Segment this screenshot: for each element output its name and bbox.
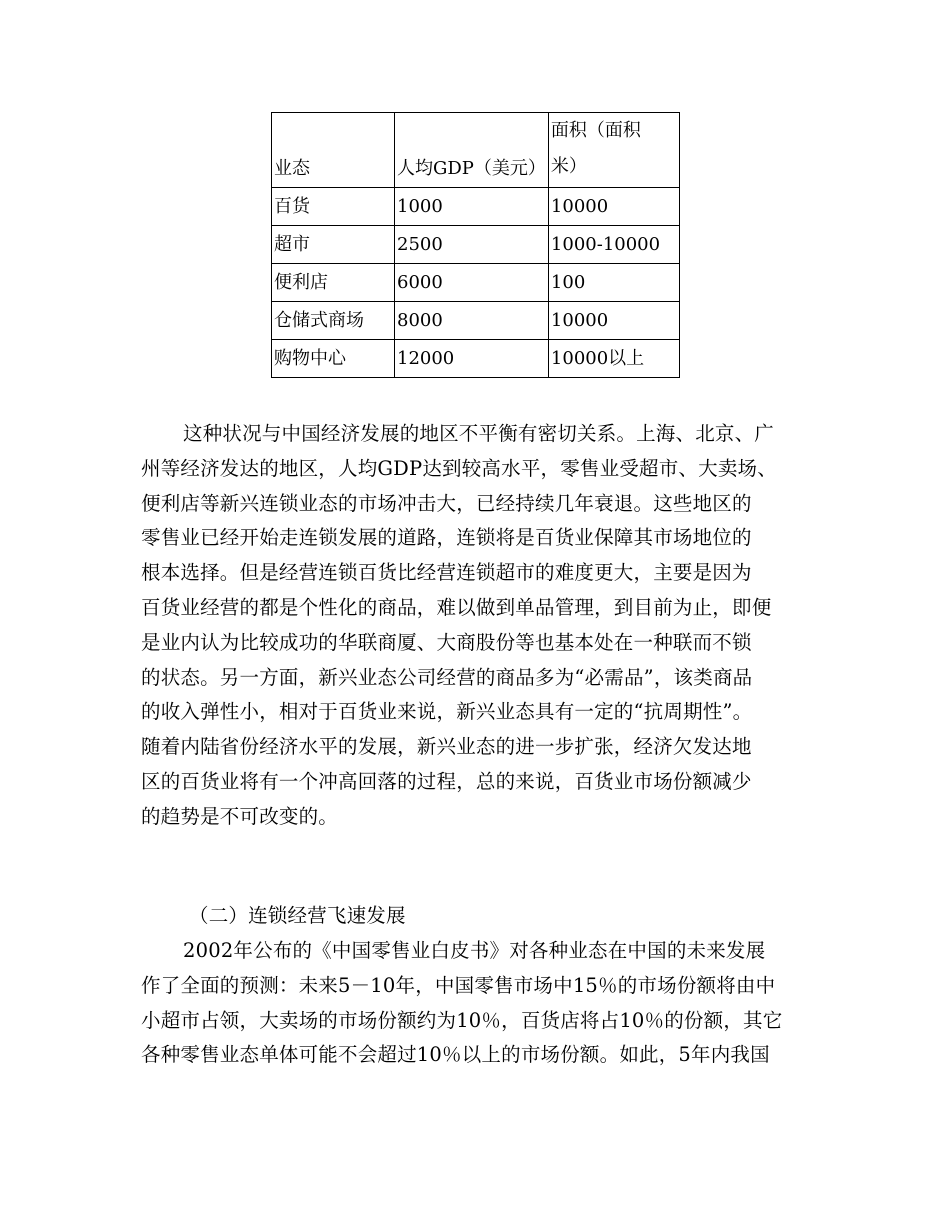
table-cell: 8000 [395, 302, 549, 340]
text-line: 各种零售业态单体可能不会超过10％以上的市场份额。如此，5年内我国 [141, 1043, 770, 1067]
text-line: 的收入弹性小，相对于百货业来说，新兴业态具有一定的“抗周期性”。 [141, 700, 753, 724]
table-cell: 购物中心 [272, 340, 395, 378]
text-line: 小超市占领，大卖场的市场份额约为10％，百货店将占10％的份额，其它 [141, 1008, 783, 1032]
table-header-cell [548, 113, 679, 188]
text-line: 区的百货业将有一个冲高回落的过程，总的来说，百货业市场份额减少 [141, 769, 752, 793]
text-line: 是业内认为比较成功的华联商厦、大商股份等也基本处在一种联而不锁 [141, 630, 752, 654]
text-line: 随着内陆省份经济水平的发展，新兴业态的进一步扩张，经济欠发达地 [141, 735, 752, 759]
table-header-row [272, 113, 680, 188]
table-cell: 1000 [395, 188, 549, 226]
table-cell: 6000 [395, 264, 549, 302]
table-cell: 百货 [272, 188, 395, 226]
table-header-cell: 人均GDP（美元） [395, 113, 549, 188]
table-cell: 便利店 [272, 264, 395, 302]
table-row [272, 302, 680, 340]
text-line: 2002年公布的《中国零售业白皮书》对各种业态在中国的未来发展 [183, 939, 766, 962]
table-row [272, 188, 680, 226]
body-paragraph-2 [141, 934, 816, 1073]
table-cell: 100 [548, 264, 679, 302]
section-heading [141, 899, 816, 934]
text-line: 便利店等新兴连锁业态的市场冲击大，已经持续几年衰退。这些地区的 [141, 491, 752, 515]
table-row [272, 340, 680, 378]
table-cell: 超市 [272, 226, 395, 264]
text-line: 的趋势是不可改变的。 [141, 804, 339, 828]
body-paragraph-1 [141, 417, 816, 835]
text-line: 零售业已经开始走连锁发展的道路，连锁将是百货业保障其市场地位的 [141, 526, 752, 550]
text-line: 这种状况与中国经济发展的地区不平衡有密切关系。上海、北京、广 [183, 422, 775, 445]
table-header-text: 米） [550, 156, 587, 177]
text-line: 州等经济发达的地区，人均GDP达到较高水平，零售业受超市、大卖场、 [141, 456, 777, 480]
text-line: 的状态。另一方面，新兴业态公司经营的商品多为“必需品”，该类商品 [141, 665, 753, 689]
table-cell: 10000 [548, 188, 679, 226]
text-line: 百货业经营的都是个性化的商品，难以做到单品管理，到目前为止，即便 [141, 595, 772, 619]
table-header-cell: 业态 [272, 113, 395, 188]
table-cell: 仓储式商场 [272, 302, 395, 340]
table-row [272, 226, 680, 264]
table-header-text: 面积（面积 [550, 120, 641, 141]
table-row [272, 264, 680, 302]
table-cell: 1000-10000 [548, 226, 679, 264]
table-cell: 12000 [395, 340, 549, 378]
table-cell: 2500 [395, 226, 549, 264]
text-line: 作了全面的预测：未来5－10年，中国零售市场中15％的市场份额将由中 [141, 973, 776, 997]
section-heading-text: （二）连锁经营飞速发展 [189, 904, 406, 927]
table-cell: 10000 [548, 302, 679, 340]
retail-format-table [271, 112, 680, 378]
text-line: 根本选择。但是经营连锁百货比经营连锁超市的难度更大，主要是因为 [141, 561, 752, 585]
table-cell: 10000以上 [548, 340, 679, 378]
